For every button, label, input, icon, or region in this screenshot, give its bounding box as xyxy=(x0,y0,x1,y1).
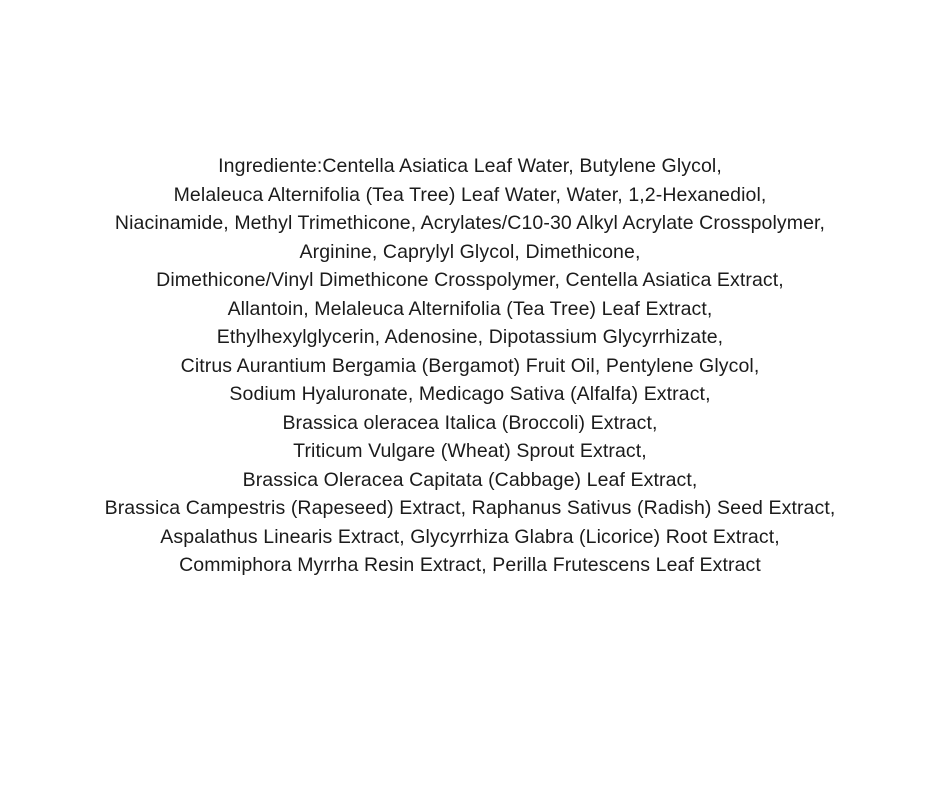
ingredient-line: Triticum Vulgare (Wheat) Sprout Extract, xyxy=(293,440,647,462)
ingredient-line: Brassica oleracea Italica (Broccoli) Extract, xyxy=(282,411,658,434)
ingredient-line: Allantoin, Melaleuca Alternifolia (Tea Tree) Leaf Extract, xyxy=(227,297,713,320)
ingredient-line: Arginine, Caprylyl Glycol, Dimethicone, xyxy=(299,240,641,263)
ingredient-line: Ethylhexylglycerin, Adenosine, Dipotassium Glycyrrhizate, xyxy=(216,326,724,348)
ingredient-line: Dimethicone/Vinyl Dimethicone Crosspolymer, Centella Asiatica Extract, xyxy=(156,269,784,291)
ingredient-line: Aspalathus Linearis Extract, Glycyrrhiza Glabra (Licorice) Root Extract, xyxy=(160,525,780,548)
ingredient-line: Niacinamide, Methyl Trimethicone, Acrylates/C10-30 Alkyl Acrylate Crosspolymer, xyxy=(114,212,826,234)
ingredient-line: Brassica Campestris (Rapeseed) Extract, Raphanus Sativus (Radish) Seed Extract, xyxy=(104,497,836,519)
ingredient-line: Citrus Aurantium Bergamia (Bergamot) Fruit Oil, Pentylene Glycol, xyxy=(180,354,760,377)
ingredient-line: Commiphora Myrrha Resin Extract, Perilla Frutescens Leaf Extract xyxy=(179,554,761,576)
ingredient-line: Sodium Hyaluronate, Medicago Sativa (Alfalfa) Extract, xyxy=(229,383,711,405)
ingredient-line: Brassica Oleracea Capitata (Cabbage) Leaf Extract, xyxy=(242,468,698,491)
ingredient-line: Ingrediente:Centella Asiatica Leaf Water, Butylene Glycol, xyxy=(218,155,722,177)
ingredient-line: Melaleuca Alternifolia (Tea Tree) Leaf Water, Water, 1,2-Hexanediol, xyxy=(173,183,767,206)
